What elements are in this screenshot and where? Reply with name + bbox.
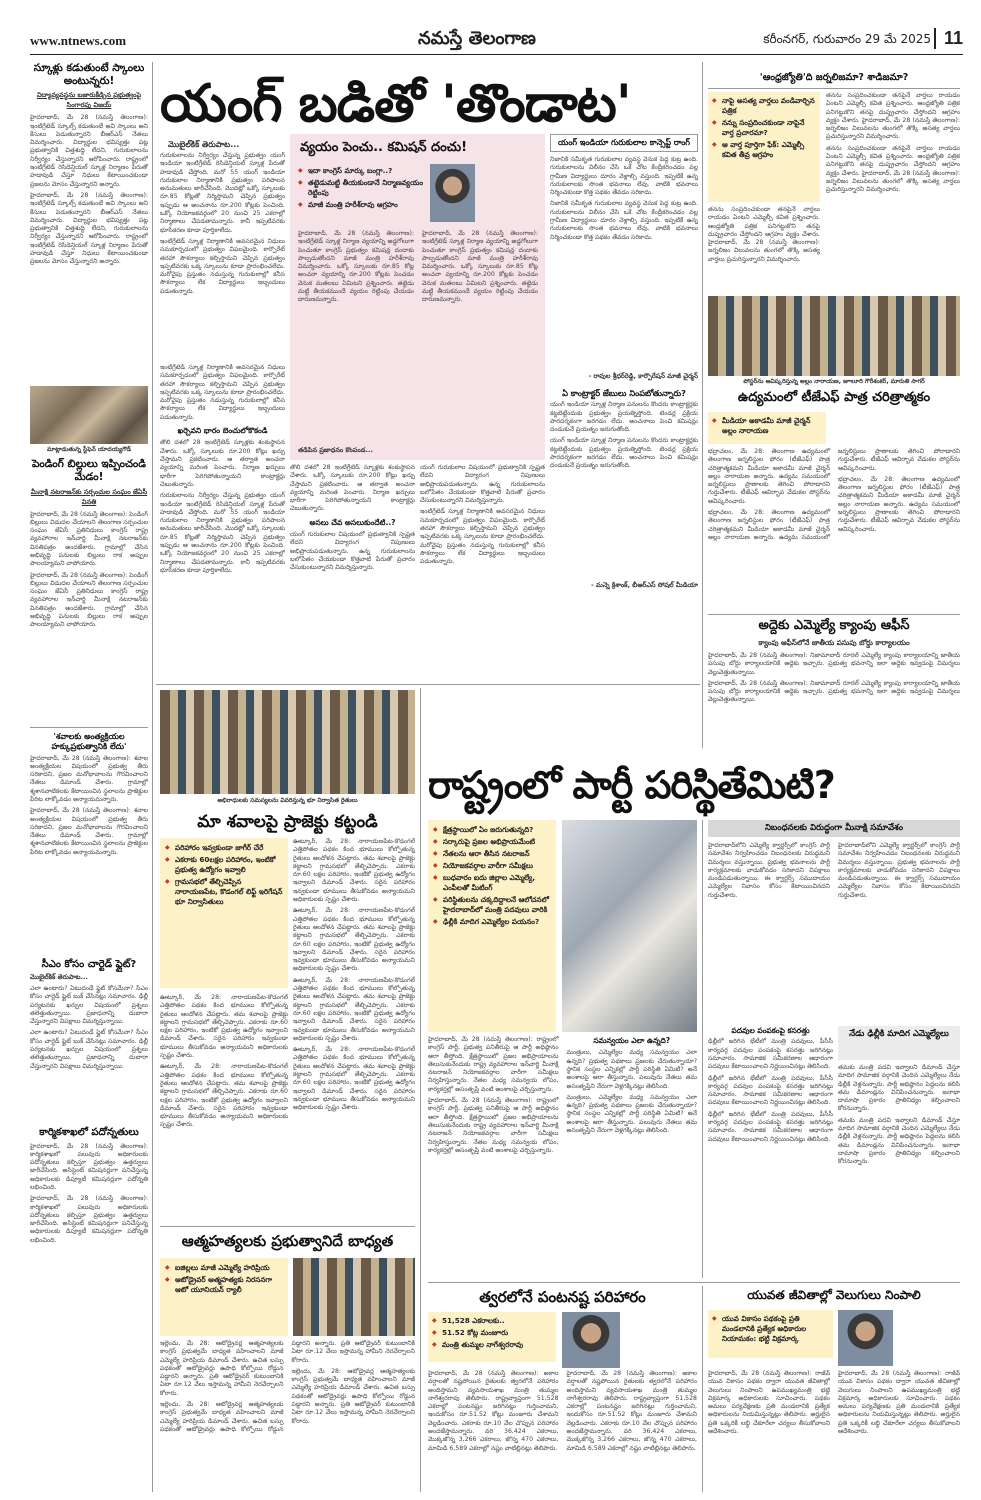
left-body-2-text: హైదరాబాద్, మే 28 (నమస్తే తెలంగాణ): పెండింగ్ బిల్లులు విడుదల చేయాలని తెలంగాణ సర్పంచుల సంఘం జేఏసీ ప్రతినిధులు కాంగ్రెస్ రాష్ట్ర వ్యవహారాల ఇన్‌చార్జి మీనాక్షి నటరాజన్‌కు వినతిపత్రం అందజేశారు. గ్రామాల్లో చేసిన అభివృద్ధి పనులకు బిల్లులు రాక అప్పుల పాలయ్యామని వాపోయారు. [30,510,148,568]
udyamam-body-text-more: భద్రాచలం, మే 28: తెలంగాణ ఉద్యమంలో తెలంగాణ జర్నలిస్టుల ఫోరం (టీజేఎఫ్) పాత్ర చరిత్రాత్మకమని మీడియా అకాడమీ మాజీ చైర్మన్ అల్లం నారాయణ అన్నారు. ఉద్యమ సమయంలో జర్నలిస్టులు ప్రాణాలకు తెగించి పోరాడారని గుర్తుచేశారు. టీజేఎఫ్ ఆవిర్భావ వేడుకల పోస్టర్‌ను ఆవిష్కరించారు. [838,475,960,533]
party-bullet-4: ◆ నియోజకవర్గాల వారీగా సమీక్షలు [433,861,551,871]
madiga-headline: నేడు ఢిల్లీకి మాదిగ ఎమ్మెల్యేలు [849,1029,949,1039]
page-number: 11 [934,28,963,49]
column-rule-mid [702,62,703,748]
left-headline-5: కార్మికశాఖలో పదోన్నతులు [39,1127,139,1138]
lead-col-2-text-cont: తొలి దశలో 28 ఇంటిగ్రేటెడ్ స్కూళ్లకు శంకుస్థాపన చేశారు. ఒక్కో స్కూలుకు రూ.200 కోట్లు ఖర్చు చేస్తామని ప్రకటించారు. ఆ తర్వాత అంచనా వ్యయాన్ని మరింత పెంచారు. నిర్మాణ ఖర్చులు భారీగా పెరిగిపోతున్నాయని కాంట్రాక్టర్లు చెబుతున్నారు. [160,439,285,488]
lead-right-body [550,156,698,372]
left-headline-3: 'శవాలకు అంత్యక్రియల హక్కుప్రభుత్వానికి లేదు' [51,731,127,751]
meenakshi-headline: నిబంధనలకు విరుద్ధంగా మీనాక్షి సమావేశం [764,823,904,833]
suicide-bullets-box [160,1258,288,1336]
meenakshi-body [708,842,960,1020]
lead-col-1-text: గురుకులాలను నిర్వీర్యం చేస్తున్న ప్రభుత్వం యంగ్ ఇండియా ఇంటిగ్రేటెడ్ రెసిడెన్షియల్ స్కూళ్ల పేరుతో హడావుడి చేస్తోంది. మరో 55 యంగ్ ఇండియా గురుకులాల నిర్మాణానికి ప్రభుత్వం పరిపాలన అనుమతులు జారీచేసింది. మొదట్లో ఒక్కో స్కూలుకు రూ.85 కోట్లతో నిర్మిస్తామని చెప్పిన ప్రభుత్వం ఇప్పుడు ఆ అంచనాను రూ.200 కోట్లకు పెంచింది. ఒక్కో నియోజకవర్గంలో 20 నుంచి 25 ఎకరాల్లో నిర్మాణాలు చేపడతామన్నారు. కానీ ఇప్పటివరకు భూసేకరణ కూడా పూర్తికాలేదు. [160,152,285,234]
crop-headline: త్వరలోనే పంటనష్ట పరిహారం [479,1288,646,1306]
party-sub-body-text: మంత్రులు, ఎమ్మెల్యేల మధ్య సమన్వయం ఎలా ఉన్నది? ప్రభుత్వ పథకాలు ప్రజలకు చేరుతున్నాయా? స్థానిక సంస్థల ఎన్నికల్లో పార్టీ పరిస్థితి ఏమిటి? అనే అంశాలపై ఆరా తీస్తున్నారు. పలువురు నేతలు తమ అసంతృప్తిని నేరుగా వెళ్లగక్కినట్లు తెలిసింది. [566,1049,697,1090]
pink-box-body [298,230,538,438]
andhrajyothi-bullets-box [708,92,820,202]
andhrajyothi-headline: 'ఆంధ్రజ్యోతి'ది జర్నలిజమా? శాడిజమా? [708,72,960,89]
lead-right-body-text: నిజానికి సమీకృత గురుకులాల వ్యవస్థ వెనుక పెద్ద కుట్ర ఉంది. గురుకులాలను విలీనం చేసి ఒకే చోట కేంద్రీకరించడం వల్ల గ్రామీణ విద్యార్థులు దూరం వెళ్లాల్సి వస్తుంది. ఇప్పటికే ఉన్న గురుకులాలకు సొంత భవనాలు లేవు. వాటికి భవనాలు నిర్మించకుండా కొత్త పథకం తేవడం సరికాదు. [550,156,698,197]
left-divider-1 [30,727,148,728]
crop-bullets [432,1316,552,1350]
party-body [428,1036,697,1278]
protest-photo-caption: అభిరాధులకు సమస్యలను వివరిస్తున్న భూ నిర్వాసిత రైతులు [217,797,358,804]
left-body-4-text-cont: ఎలా ఉంటారు? ఏటుదండే ఫ్లైట్ కోసమేనా? సీఎం కోసం చార్టెడ్ ఫ్లైట్ బుక్ చేసినట్లు సమాచారం. ఢిల్లీ పర్యటనకు ఖర్చుల విషయంలో ప్రశ్నలు తలెత్తుతున్నాయి. ప్రజాధనాన్ని దుబారా చేస్తున్నారని విపక్షాలు విమర్శిస్తున్నాయి. [30,1029,148,1070]
youth-bullets [712,1314,829,1344]
left-photo-1 [30,386,148,444]
pink-box [290,134,545,460]
lead-col-3 [290,464,415,680]
andhrajyothi-bullet-2: ◆ నన్ను సంప్రదించకుండా నాపైనే వార్త ప్రచారమా? [712,118,816,138]
lead-kicker: మొబైల్‌కిక్ తెరుపాట... [168,140,240,149]
page-fold-divider [156,684,700,685]
left-headline-2: పెండింగ్ బిల్లులు ఇప్పించండి మేడం! [31,458,147,484]
left-body-2 [30,511,148,723]
left-subhead-2: మీనాక్షి నటరాజన్‌కు సర్పంచుల సంఘం జేఏసీ వినతి [30,487,148,506]
site-url[interactable]: www.ntnews.com [30,33,127,48]
lead-right-signature-2: - మన్నె క్రిశాంక్, బీఆర్ఎస్ సోషల్ మీడియా [591,581,698,590]
harish-rao-portrait [430,164,475,222]
left-kicker-4: మొబైల్‌కిక్ తెరుపాట... [30,973,88,981]
lead-col-2-text-more: గురుకులాలను నిర్వీర్యం చేస్తున్న ప్రభుత్వం యంగ్ ఇండియా ఇంటిగ్రేటెడ్ రెసిడెన్షియల్ స్కూళ్ల పేరుతో హడావుడి చేస్తోంది. మరో 55 యంగ్ ఇండియా గురుకులాల నిర్మాణానికి ప్రభుత్వం పరిపాలన అనుమతులు జారీచేసింది. మొదట్లో ఒక్కో స్కూలుకు రూ.85 కోట్లతో నిర్మిస్తామని చెప్పిన ప్రభుత్వం ఇప్పుడు ఆ అంచనాను రూ.200 కోట్లకు పెంచింది. ఒక్కో నియోజకవర్గంలో 20 నుంచి 25 ఎకరాల్లో నిర్మాణాలు చేపడతామన్నారు. కానీ ఇప్పటివరకు భూసేకరణ కూడా పూర్తికాలేదు. [160,492,285,574]
column-rule-youth [702,1286,703,1492]
shavala-bullets [165,843,283,907]
camp-office-body [708,652,960,746]
madiga-body [838,1064,960,1278]
meenakshi-sub-body-text: ఢిల్లీలో జరిగిన భేటీలో మంత్రి పదవులు, పీసీసీ కార్యవర్గ పదవుల పంపకంపై కసరత్తు జరిగినట్లు సమాచారం. సామాజిక సమీకరణాల ఆధారంగా పదవులు కేటాయించాలని నిర్ణయించినట్లు తెలిసింది. [708,1038,833,1071]
andhrajyothi-bullet-1: ◆ నాపై అసత్య వార్తలు వండివార్చిన పత్రిక [712,96,816,116]
left-body-4-text: ఎలా ఉంటారు? ఏటుదండే ఫ్లైట్ కోసమేనా? సీఎం కోసం చార్టెడ్ ఫ్లైట్ బుక్ చేసినట్లు సమాచారం. ఢిల్లీ పర్యటనకు ఖర్చుల విషయంలో ప్రశ్నలు తలెత్తుతున్నాయి. ప్రజాధనాన్ని దుబారా చేస్తున్నారని విపక్షాలు విమర్శిస్తున్నాయి. [30,985,148,1026]
meenakshi-sub-body-text-cont: ఢిల్లీలో జరిగిన భేటీలో మంత్రి పదవులు, పీసీసీ కార్యవర్గ పదవుల పంపకంపై కసరత్తు జరిగినట్లు సమాచారం. సామాజిక సమీకరణాల ఆధారంగా పదవులు కేటాయించాలని నిర్ణయించినట్లు తెలిసింది. [708,1074,833,1107]
masthead-rule [30,54,963,55]
tjf-poster-photo-caption: పోస్టర్‌ను ఆవిష్కరిస్తున్న అల్లం నారాయణ, జూలూరి గౌరీశంకర్, మారుతి సాగర్ [743,378,925,385]
udyamam-bullets-box [708,412,826,444]
lead-right-sub-body-text-cont: యంగ్ ఇండియా స్కూళ్ల నిర్మాణ పనులను కొందరు కాంట్రాక్టర్లకు కట్టబెట్టేందుకు ప్రభుత్వం ప్రయత్నిస్తోంది. టెండర్ల ప్రక్రియ పారదర్శకంగా జరగడం లేదు. అంచనాలు పెంచి కమిషన్లు దండుకునే ప్రయత్నం జరుగుతోంది. [550,437,698,470]
lead-right-column [550,134,698,680]
andhrajyothi-bullets [712,96,816,160]
suicide-body-text-cont: ఇల్లెందు, మే 28: ఆటోడ్రైవర్ల ఆత్మహత్యలకు కాంగ్రెస్ ప్రభుత్వమే బాధ్యత వహించాలని మాజీ ఎమ్మెల్యే హరిప్రియ డిమాండ్ చేశారు. ఉచిత బస్సు పథకంతో ఆటోడ్రైవర్లు ఉపాధి కోల్పోయి రోడ్డున పడ్డారని అన్నారు. ప్రతి ఆటోడ్రైవర్ కుటుంబానికి ఏటా రూ.12 వేలు ఇస్తామన్న హామీని నెరవేర్చాలని కోరారు. [160,1340,415,1433]
right-divider-1 [708,614,960,615]
camp-office-body-text-cont: హైదరాబాద్, మే 28 (నమస్తే తెలంగాణ): నిజామాబాద్ రూరల్ ఎమ్మెల్యే క్యాంపు కార్యాలయాన్ని జాతీయ పసుపు బోర్డు కార్యాలయానికి అద్దెకు ఇచ్చారు. ప్రభుత్వ భవనాన్ని ఇలా అద్దెకు ఇవ్వడంపై విమర్శలు వెల్లువెత్తుతున్నాయి. [708,679,960,704]
party-body-text-cont: హైదరాబాద్, మే 28 (నమస్తే తెలంగాణ): రాష్ట్రంలో కాంగ్రెస్ పార్టీ, ప్రభుత్వ పనితీరుపై ఆ పార్టీ అధిష్ఠానం ఆరా తీస్తోంది. క్షేత్రస్థాయిలో ప్రజల అభిప్రాయాలను తెలుసుకునేందుకు రాష్ట్ర వ్యవహారాల ఇన్‌చార్జి మీనాక్షి నటరాజన్ నియోజకవర్గాల వారీగా సమీక్షలు నిర్వహిస్తున్నారు. నేతల మధ్య సమన్వయ లోపం, కార్యకర్తల్లో అసంతృప్తి వంటి అంశాలపై చర్చిస్తున్నారు. [428,1097,559,1154]
bhatti-portrait [838,1310,893,1366]
camp-office-body-text: హైదరాబాద్, మే 28 (నమస్తే తెలంగాణ): నిజామాబాద్ రూరల్ ఎమ్మెల్యే క్యాంపు కార్యాలయాన్ని జాతీయ పసుపు బోర్డు కార్యాలయానికి అద్దెకు ఇచ్చారు. ప్రభుత్వ భవనాన్ని ఇలా అద్దెకు ఇవ్వడంపై విమర్శలు వెల్లువెత్తుతున్నాయి. [708,652,960,676]
pink-box-signature: తడిపిన ప్రజాధనం కొంపండ... [298,446,373,454]
madiga-body-text-cont: తమకు మంత్రి పదవి ఇవ్వాలని డిమాండ్ చేస్తూ మాదిగ సామాజిక వర్గానికి చెందిన ఎమ్మెల్యేలు నేడు ఢిల్లీకి వెళ్లనున్నారు. పార్టీ అధిష్ఠానం పెద్దలను కలిసి తమ డిమాండ్లను వినిపించనున్నారు. జనాభా దామాషా ప్రకారం ప్రాతినిధ్యం కల్పించాలని కోరనున్నారు. [838,1116,960,1166]
left-body-5 [30,1143,148,1253]
youth-bullets-box [708,1310,833,1358]
shavala-bullet-3: ◆ గ్రామసభలో తేల్చిచెప్పిన నారాయణపేట, కొడంగల్ లిఫ్ట్ ఇరిగేషన్ భూ నిర్వాసితులు [165,877,283,907]
left-body-3 [30,755,148,955]
party-bullet-6: ◆ పరిస్థితులను చక్కదిద్దాలనే ఆలోచనలో హైదరాబాద్‌లో మంత్రి పదవులు వారికి [433,895,551,915]
lead-right-subhead: ఏ కాంట్రాక్టర్ జేబులు నింపబోతున్నారు? [562,388,686,398]
left-subhead-1: విద్యావ్యవస్థను బజారుకీడ్చిన ప్రభుత్వంపై సింగారపు విజయ్ [36,91,142,110]
party-bullet-3: ◆ నేతలను ఆరా తీసిన నటరాజన్ [433,849,551,859]
shavala-bullets-box [160,838,288,988]
party-body-text: హైదరాబాద్, మే 28 (నమస్తే తెలంగాణ): రాష్ట్రంలో కాంగ్రెస్ పార్టీ, ప్రభుత్వ పనితీరుపై ఆ పార్టీ అధిష్ఠానం ఆరా తీస్తోంది. క్షేత్రస్థాయిలో ప్రజల అభిప్రాయాలను తెలుసుకునేందుకు రాష్ట్ర వ్యవహారాల ఇన్‌చార్జి మీనాక్షి నటరాజన్ నియోజకవర్గాల వారీగా సమీక్షలు నిర్వహిస్తున్నారు. నేతల మధ్య సమన్వయ లోపం, కార్యకర్తల్లో అసంతృప్తి వంటి అంశాలపై చర్చిస్తున్నారు. [428,1036,559,1093]
meenakshi-body-text-cont: హైదరాబాద్‌లోని ఎమ్మెల్యే క్వార్టర్స్‌లో కాంగ్రెస్ పార్టీ సమావేశం నిర్వహించడం నిబంధనలకు విరుద్ధమని విమర్శలు వస్తున్నాయి. ప్రభుత్వ భవనాలను పార్టీ కార్యక్రమాలకు వాడుకోవడం సరికాదని విపక్షాలు మండిపడుతున్నాయి. ఈ క్వార్టర్స్ సముదాయం ఎమ్మెల్యేల నివాసం కోసం కేటాయించినదని గుర్తుచేశారు. [838,842,960,899]
crop-bullet-1: ◆ 51,528 ఎకరాలకు.. [432,1316,552,1326]
lead-col-1-text-cont: ఇంటిగ్రేటెడ్ స్కూళ్ల నిర్మాణానికి అవసరమైన నిధులు సమకూర్చడంలో ప్రభుత్వం విఫలమైంది. కార్పొరేట్ తరహా సౌకర్యాలు కల్పిస్తామని చెప్పిన ప్రభుత్వం ఇప్పటివరకు ఒక్క స్కూలును కూడా ప్రారంభించలేదు. మరోవైపు ప్రస్తుతం నడుస్తున్న గురుకులాల్లో కనీస సౌకర్యాలు లేక విద్యార్థులు ఇబ్బందులు పడుతున్నారు. [160,237,285,295]
left-headline-1: స్కూళ్లు కడుతుంటే స్కాంలు అంటున్నరు! [33,62,145,88]
column-rule-left [152,62,153,1492]
andhrajyothi-body-2-text: తనను సంప్రదించకుండా తనపైనే వార్తలు రాయడం ఏంటని ఎమ్మెల్సీ కవిత ప్రశ్నించారు. ఆంధ్రజ్యోతి పత్రిక పనిగట్టుకొని తనపై దుష్ప్రచారం చేస్తోందని ఆగ్రహం వ్యక్తం చేశారు. హైదరాబాద్, మే 28 (నమస్తే తెలంగాణ): జర్నలిజం విలువలను తుంగలో తొక్కి అసత్య వార్తలు ప్రచురిస్తున్నారని విమర్శించారు. [708,206,820,263]
shavala-body-1 [160,994,288,1222]
suicide-bullet-1: ◆ ఐజిల్లలు మాజీ ఎమ్మెల్యే హరిప్రియ [165,1263,283,1273]
shavala-headline: మా శవాలపై ప్రాజెక్టు కట్టండి [197,812,378,832]
lead-banner-headline: యంగ్ బడితో 'తొండాట' [160,74,631,134]
andhrajyothi-body-text-cont: తనను సంప్రదించకుండా తనపైనే వార్తలు రాయడం ఏంటని ఎమ్మెల్సీ కవిత ప్రశ్నించారు. ఆంధ్రజ్యోతి పత్రిక పనిగట్టుకొని తనపై దుష్ప్రచారం చేస్తోందని ఆగ్రహం వ్యక్తం చేశారు. హైదరాబాద్, మే 28 (నమస్తే తెలంగాణ): జర్నలిజం విలువలను తుంగలో తొక్కి అసత్య వార్తలు ప్రచురిస్తున్నారని విమర్శించారు. [826,144,960,194]
meenakshi-subhead: పదవుల పంపకంపై కసరత్తు [731,1026,810,1035]
left-body-1-text: హైదరాబాద్, మే 28 (నమస్తే తెలంగాణ): ఇంటిగ్రేటెడ్ స్కూల్స్ కడుతుంటే అవి స్కాంలు అని కేసులు పెడుతున్నారని బీఆర్ఎస్ నేతలు విమర్శించారు. విద్యార్థుల భవిష్యత్తు పట్ల ప్రభుత్వానికి చిత్తశుద్ధి లేదని, గురుకులాలను నిర్వీర్యం చేస్తున్నారని ఆరోపించారు. రాష్ట్రంలో ఇంటిగ్రేటెడ్ రెసిడెన్షియల్ స్కూళ్ల నిర్మాణం పేరుతో హడావుడి చేస్తూ నిధులు కేటాయించకుండా ప్రజలను మోసం చేస్తున్నారని అన్నారు. [30,114,148,188]
youth-bullet-1: ◆ యువ వికాసం పథకంపై ప్రతి మండలానికి ప్రత్యేక అధికారుల నియామకం: భట్టి విక్రమార్క [712,1314,829,1344]
left-column [30,62,148,1492]
suicide-body-text-more: ఇల్లెందు, మే 28: ఆటోడ్రైవర్ల ఆత్మహత్యలకు కాంగ్రెస్ ప్రభుత్వమే బాధ్యత వహించాలని మాజీ ఎమ్మెల్యే హరిప్రియ డిమాండ్ చేశారు. ఉచిత బస్సు పథకంతో ఆటోడ్రైవర్లు ఉపాధి కోల్పోయి రోడ్డున పడ్డారని అన్నారు. ప్రతి ఆటోడ్రైవర్ కుటుంబానికి ఏటా రూ.12 వేలు ఇస్తామన్న హామీని నెరవేర్చాలని కోరారు. [291,1367,415,1425]
shavala-body-1-text: ఊట్కూర్, మే 28: నారాయణపేట-కొడంగల్ ఎత్తిపోతల పథకం కింద భూములు కోల్పోతున్న రైతులు ఆందోళన చేపట్టారు. తమ శవాలపై ప్రాజెక్టు కట్టాలని గ్రామసభలో తేల్చిచెప్పారు. ఎకరాకు రూ.60 లక్షల పరిహారం, ఇంటికో ప్రభుత్వ ఉద్యోగం ఇవ్వాలని డిమాండ్ చేశారు. సరైన పరిహారం ఇవ్వకుండా భూములు తీసుకోవడం అన్యాయమని అధికారులకు స్పష్టం చేశారు. [160,994,288,1060]
crop-body [428,1370,697,1492]
newspaper-logo: నమస్తే తెలంగాణ [418,28,536,49]
lead-right-body-text-cont: నిజానికి సమీకృత గురుకులాల వ్యవస్థ వెనుక పెద్ద కుట్ర ఉంది. గురుకులాలను విలీనం చేసి ఒకే చోట కేంద్రీకరించడం వల్ల గ్రామీణ విద్యార్థులు దూరం వెళ్లాల్సి వస్తుంది. ఇప్పటికే ఉన్న గురుకులాలకు సొంత భవనాలు లేవు. వాటికి భవనాలు నిర్మించకుండా కొత్త పథకం తేవడం సరికాదు. [550,200,698,241]
building-photo [562,820,697,1032]
masthead [0,0,981,58]
crop-bullet-2: ◆ 51.52 కోట్ల మంజూరు [432,1328,552,1338]
party-bullet-7: ◆ ఢిల్లీకి మాదిగ ఎమ్మెల్యేల పయనం? [433,917,551,927]
shavala-body-2-text-cont: ఊట్కూర్, మే 28: నారాయణపేట-కొడంగల్ ఎత్తిపోతల పథకం కింద భూములు కోల్పోతున్న రైతులు ఆందోళన చేపట్టారు. తమ శవాలపై ప్రాజెక్టు కట్టాలని గ్రామసభలో తేల్చిచెప్పారు. ఎకరాకు రూ.60 లక్షల పరిహారం, ఇంటికో ప్రభుత్వ ఉద్యోగం ఇవ్వాలని డిమాండ్ చేశారు. సరైన పరిహారం ఇవ్వకుండా భూములు తీసుకోవడం అన్యాయమని అధికారులకు స్పష్టం చేశారు. [293,907,415,973]
crop-body-text: హైదరాబాద్, మే 28 (నమస్తే తెలంగాణ): అకాల వర్షాలతో నష్టపోయిన రైతులకు త్వరలోనే పరిహారం అందిస్తామని వ్యవసాయశాఖ మంత్రి తుమ్మల నాగేశ్వరరావు తెలిపారు. రాష్ట్రవ్యాప్తంగా 51,528 ఎకరాల్లో పంటనష్టం జరిగినట్లు గుర్తించామని, ఇందుకోసం రూ.51.52 కోట్లు మంజూరు చేశామని వెల్లడించారు. ఎకరాకు రూ.10 వేల చొప్పున పరిహారం అందజేస్తామన్నారు. వరి 36,424 ఎకరాలు, మొక్కజొన్న 3,266 ఎకరాలు, జొన్న 470 ఎకరాలు, మామిడి 6,589 ఎకరాల్లో నష్టం వాటిల్లినట్లు తెలిపారు. [428,1370,559,1452]
udyamam-body-text-cont: భద్రాచలం, మే 28: తెలంగాణ ఉద్యమంలో తెలంగాణ జర్నలిస్టుల ఫోరం (టీజేఎఫ్) పాత్ర చరిత్రాత్మకమని మీడియా అకాడమీ మాజీ చైర్మన్ అల్లం నారాయణ అన్నారు. ఉద్యమ సమయంలో జర్నలిస్టులు ప్రాణాలకు తెగించి పోరాడారని గుర్తుచేశారు. టీజేఎఫ్ ఆవిర్భావ వేడుకల పోస్టర్‌ను ఆవిష్కరించారు. [708,448,960,541]
andhrajyothi-body-text: తనను సంప్రదించకుండా తనపైనే వార్తలు రాయడం ఏంటని ఎమ్మెల్సీ కవిత ప్రశ్నించారు. ఆంధ్రజ్యోతి పత్రిక పనిగట్టుకొని తనపై దుష్ప్రచారం చేస్తోందని ఆగ్రహం వ్యక్తం చేశారు. హైదరాబాద్, మే 28 (నమస్తే తెలంగాణ): జర్నలిజం విలువలను తుంగలో తొక్కి అసత్య వార్తలు ప్రచురిస్తున్నారని విమర్శించారు. [826,92,960,141]
camp-office-headline: అద్దెకు ఎమ్మెల్యే క్యాంపు ఆఫీస్ [758,618,910,633]
madiga-box [838,1026,960,1060]
udyamam-bullets [712,416,822,436]
andhrajyothi-body-2 [708,206,820,294]
shavala-divider [160,1226,415,1227]
tjf-poster-photo [708,296,960,376]
party-bullets [433,825,551,927]
udyamam-body [708,448,960,610]
lead-col-4 [420,464,545,680]
shavala-bullet-1: ◆ పరిహారం ఇవ్వకుండా జాగీర్ చేరే [165,843,283,853]
shavala-body-2 [293,838,415,1222]
udyamam-body-text: భద్రాచలం, మే 28: తెలంగాణ ఉద్యమంలో తెలంగాణ జర్నలిస్టుల ఫోరం (టీజేఎఫ్) పాత్ర చరిత్రాత్మకమని మీడియా అకాడమీ మాజీ చైర్మన్ అల్లం నారాయణ అన్నారు. ఉద్యమ సమయంలో జర్నలిస్టులు ప్రాణాలకు తెగించి పోరాడారని గుర్తుచేశారు. టీజేఎఫ్ ఆవిర్భావ వేడుకల పోస్టర్‌ను ఆవిష్కరించారు. [708,448,830,505]
lead-right-sub-body [550,401,698,581]
dateline: కరీంనగర్, గురువారం 29 మే 2025 [763,32,931,46]
youth-headline: యువత జీవితాల్లో వెలుగులు నింపాలి [747,1288,921,1302]
lead-col-2-text: ఇంటిగ్రేటెడ్ స్కూళ్ల నిర్మాణానికి అవసరమైన నిధులు సమకూర్చడంలో ప్రభుత్వం విఫలమైంది. కార్పొరేట్ తరహా సౌకర్యాలు కల్పిస్తామని చెప్పిన ప్రభుత్వం ఇప్పటివరకు ఒక్క స్కూలును కూడా ప్రారంభించలేదు. మరోవైపు ప్రస్తుతం నడుస్తున్న గురుకులాల్లో కనీస సౌకర్యాలు లేక విద్యార్థులు ఇబ్బందులు పడుతున్నారు. [160,364,285,421]
tummala-portrait [562,1312,620,1368]
shavala-body-1-text-cont: ఊట్కూర్, మే 28: నారాయణపేట-కొడంగల్ ఎత్తిపోతల పథకం కింద భూములు కోల్పోతున్న రైతులు ఆందోళన చేపట్టారు. తమ శవాలపై ప్రాజెక్టు కట్టాలని గ్రామసభలో తేల్చిచెప్పారు. ఎకరాకు రూ.60 లక్షల పరిహారం, ఇంటికో ప్రభుత్వ ఉద్యోగం ఇవ్వాలని డిమాండ్ చేశారు. సరైన పరిహారం ఇవ్వకుండా భూములు తీసుకోవడం అన్యాయమని అధికారులకు స్పష్టం చేశారు. [160,1063,288,1129]
shavala-bullet-2: ◆ ఎకరాకు 60లక్షల పరిహారం, ఇంటికో ప్రభుత్వ ఉద్యోగం ఇవ్వాలి [165,855,283,875]
camp-office-subhead: క్యాంపు ఆఫీస్‌లోనే జాతీయ పసుపు బోర్డు కార్యాలయం [758,638,910,647]
party-sub-body-text-cont: మంత్రులు, ఎమ్మెల్యేల మధ్య సమన్వయం ఎలా ఉన్నది? ప్రభుత్వ పథకాలు ప్రజలకు చేరుతున్నాయా? స్థానిక సంస్థల ఎన్నికల్లో పార్టీ పరిస్థితి ఏమిటి? అనే అంశాలపై ఆరా తీస్తున్నారు. పలువురు నేతలు తమ అసంతృప్తిని నేరుగా వెళ్లగక్కినట్లు తెలిసింది. [566,1093,697,1135]
youth-body-text-cont: హైదరాబాద్, మే 28 (నమస్తే తెలంగాణ): రాజీవ్ యువ వికాసం పథకం ద్వారా యువత జీవితాల్లో వెలుగులు నింపాలని ఉపముఖ్యమంత్రి భట్టి విక్రమార్క అధికారులకు సూచించారు. పథకం అమలు పర్యవేక్షణకు ప్రతి మండలానికి ప్రత్యేక అధికారులను నియమిస్తున్నట్లు తెలిపారు. అర్హులైన ప్రతి ఒక్కరికీ లబ్ధి చేకూరేలా చర్యలు తీసుకోవాలని ఆదేశించారు. [838,1370,960,1436]
pink-box-bullet-1: ◆ ఇదా కాంగ్రెస్ మార్కు బంగ్లా..? [298,166,423,176]
suicide-bullet-2: ◆ ఆటోడ్రైవర్ ఆత్మహత్యకు నిరసనగా ఆటో యూనియన్ ర్యాలీ [165,1275,283,1295]
left-body-1 [30,114,148,382]
suicide-body [160,1340,415,1492]
party-bullet-2: ◆ సర్కారుపై ప్రజల అభిప్రాయమేంటి [433,837,551,847]
shavala-body-2-text-end: ఊట్కూర్, మే 28: నారాయణపేట-కొడంగల్ ఎత్తిపోతల పథకం కింద భూములు కోల్పోతున్న రైతులు ఆందోళన చేపట్టారు. తమ శవాలపై ప్రాజెక్టు కట్టాలని గ్రామసభలో తేల్చిచెప్పారు. ఎకరాకు రూ.60 లక్షల పరిహారం, ఇంటికో ప్రభుత్వ ఉద్యోగం ఇవ్వాలని డిమాండ్ చేశారు. సరైన పరిహారం ఇవ్వకుండా భూములు తీసుకోవడం అన్యాయమని అధికారులకు స్పష్టం చేశారు. [293,1046,415,1112]
party-bullet-1: ◆ క్షేత్రస్థాయిలో ఏం జరుగుతున్నది? [433,825,551,835]
lead-col-3-text-cont: యంగ్ గురుకులాల విషయంలో ప్రభుత్వానికి స్పష్టత లేదని విద్యారంగ నిపుణులు అభిప్రాయపడుతున్నారు. ఉన్న గురుకులాలను బలోపేతం చేయకుండా కొత్తవాటి పేరుతో ప్రచారం చేసుకుంటున్నారని విమర్శిస్తున్నారు. [290,531,415,572]
andhrajyothi-body [826,92,960,294]
meenakshi-body-text: హైదరాబాద్‌లోని ఎమ్మెల్యే క్వార్టర్స్‌లో కాంగ్రెస్ పార్టీ సమావేశం నిర్వహించడం నిబంధనలకు విరుద్ధమని విమర్శలు వస్తున్నాయి. ప్రభుత్వ భవనాలను పార్టీ కార్యక్రమాలకు వాడుకోవడం సరికాదని విపక్షాలు మండిపడుతున్నాయి. ఈ క్వార్టర్స్ సముదాయం ఎమ్మెల్యేల నివాసం కోసం కేటాయించినదని గుర్తుచేశారు. [708,842,830,899]
lead-col-3-text: తొలి దశలో 28 ఇంటిగ్రేటెడ్ స్కూళ్లకు శంకుస్థాపన చేశారు. ఒక్కో స్కూలుకు రూ.200 కోట్లు ఖర్చు చేస్తామని ప్రకటించారు. ఆ తర్వాత అంచనా వ్యయాన్ని మరింత పెంచారు. నిర్మాణ ఖర్చులు భారీగా పెరిగిపోతున్నాయని కాంట్రాక్టర్లు చెబుతున్నారు. [290,464,415,513]
party-bullets-box [428,820,556,1032]
column-rule-right-lower [702,820,703,1278]
lead-right-signature-1: - రావుల శ్రీధర్‌రెడ్డి, కార్పొరేషన్ మాజీ చైర్మన్ [588,372,698,380]
left-body-1-text-cont: హైదరాబాద్, మే 28 (నమస్తే తెలంగాణ): ఇంటిగ్రేటెడ్ స్కూల్స్ కడుతుంటే అవి స్కాంలు అని కేసులు పెడుతున్నారని బీఆర్ఎస్ నేతలు విమర్శించారు. విద్యార్థుల భవిష్యత్తు పట్ల ప్రభుత్వానికి చిత్తశుద్ధి లేదని, గురుకులాలను నిర్వీర్యం చేస్తున్నారని ఆరోపించారు. రాష్ట్రంలో ఇంటిగ్రేటెడ్ రెసిడెన్షియల్ స్కూళ్ల నిర్మాణం పేరుతో హడావుడి చేస్తూ నిధులు కేటాయించకుండా ప్రజలను మోసం చేస్తున్నారని అన్నారు. [30,191,148,266]
suicide-bullets [165,1263,283,1295]
left-body-5-text: హైదరాబాద్, మే 28 (నమస్తే తెలంగాణ): కార్మికశాఖలో పలువురు అధికారులకు పదోన్నతులు కల్పిస్తూ ప్రభుత్వం ఉత్తర్వులు జారీచేసింది. అసిస్టెంట్ కమిషనర్లుగా పనిచేస్తున్న అధికారులకు డిప్యూటీ కమిషనర్లుగా పదోన్నతి లభించింది. [30,1142,148,1191]
left-photo-1-caption: మాట్లాడుతున్న స్టీఫెన్ యాదయ్యగౌడ్ [46,446,132,454]
youth-body [708,1370,960,1492]
pink-box-bullet-2: ◆ తట్టెడుమట్టి తీయకుండానే నిర్మాణవ్యయం రెట్టింపు [298,178,423,198]
lead-subhead-1: ఖర్చెవని భారం బెంచులోకొకండి [177,426,268,436]
left-headline-4: సీఎం కోసం చార్టెడ్ ఫ్లైట్? [41,958,137,970]
suicide-headline: ఆత్మహత్యలకు ప్రభుత్వానిదే బాధ్యత [181,1232,394,1250]
meenakshi-sub-body-text-more: ఢిల్లీలో జరిగిన భేటీలో మంత్రి పదవులు, పీసీసీ కార్యవర్గ పదవుల పంపకంపై కసరత్తు జరిగినట్లు సమాచారం. సామాజిక సమీకరణాల ఆధారంగా పదవులు కేటాయించాలని నిర్ణయించినట్లు తెలిసింది. [708,1110,833,1143]
lead-right-box-title: యంగ్ ఇండియా గురుకులాల కాన్సెప్ట్ రాంగ్ [550,134,698,152]
pink-box-title: వ్యయం పెంచు.. కమిషన్ దంచు! [300,140,468,155]
crop-bullet-3: ◆ మంత్రి తుమ్మల నాగేశ్వరరావు [432,1340,552,1350]
pink-box-body-text-cont: హైదరాబాద్, మే 28 (నమస్తే తెలంగాణ): ఇంటిగ్రేటెడ్ స్కూళ్ల నిర్మాణ వ్యయాన్ని అడ్డగోలుగా పెంచుతూ కాంగ్రెస్ ప్రభుత్వం కమిషన్ల దందాకు పాల్పడుతోందని మాజీ మంత్రి హరీశ్‌రావు విమర్శించారు. ఒక్కో స్కూలుకు రూ.85 కోట్ల అంచనా వ్యయాన్ని రూ.200 కోట్లకు పెంచడం వెనుక మతలబు ఏమిటని ప్రశ్నించారు. తట్టెడు మట్టి తీయకముందే వ్యయం రెట్టింపు చేయడం దారుణమన్నారు. [422,230,538,304]
crop-bullets-box [428,1312,556,1362]
left-body-3-text: హైదరాబాద్, మే 28 (నమస్తే తెలంగాణ): శవాల అంత్యక్రియల విషయంలో ప్రభుత్వ తీరు సరికాదని, ప్రజల మనోభావాలను గౌరవించాలని నేతలు డిమాండ్ చేశారు. గ్రామాల్లో శ్మశానవాటికలకు కేటాయించిన స్థలాలను ప్రాజెక్టుల పేరిట లాక్కోవడం అన్యాయమన్నారు. [30,754,148,803]
crop-body-text-cont: హైదరాబాద్, మే 28 (నమస్తే తెలంగాణ): అకాల వర్షాలతో నష్టపోయిన రైతులకు త్వరలోనే పరిహారం అందిస్తామని వ్యవసాయశాఖ మంత్రి తుమ్మల నాగేశ్వరరావు తెలిపారు. రాష్ట్రవ్యాప్తంగా 51,528 ఎకరాల్లో పంటనష్టం జరిగినట్లు గుర్తించామని, ఇందుకోసం రూ.51.52 కోట్లు మంజూరు చేశామని వెల్లడించారు. ఎకరాకు రూ.10 వేల చొప్పున పరిహారం అందజేస్తామన్నారు. వరి 36,424 ఎకరాలు, మొక్కజొన్న 3,266 ఎకరాలు, జొన్న 470 ఎకరాలు, మామిడి 6,589 ఎకరాల్లో నష్టం వాటిల్లినట్లు తెలిపారు. [566,1370,697,1452]
suicide-body-text: ఇల్లెందు, మే 28: ఆటోడ్రైవర్ల ఆత్మహత్యలకు కాంగ్రెస్ ప్రభుత్వమే బాధ్యత వహించాలని మాజీ ఎమ్మెల్యే హరిప్రియ డిమాండ్ చేశారు. ఉచిత బస్సు పథకంతో ఆటోడ్రైవర్లు ఉపాధి కోల్పోయి రోడ్డున పడ్డారని అన్నారు. ప్రతి ఆటోడ్రైవర్ కుటుంబానికి ఏటా రూ.12 వేలు ఇస్తామన్న హామీని నెరవేర్చాలని కోరారు. [160,1340,284,1397]
left-body-4 [30,985,148,1123]
crop-divider [428,1282,960,1283]
meenakshi-headline-box [708,820,960,837]
party-banner-headline: రాష్ట్రంలో పార్టీ పరిస్థితేమిటి? [428,763,835,807]
left-body-5-text-cont: హైదరాబాద్, మే 28 (నమస్తే తెలంగాణ): కార్మికశాఖలో పలువురు అధికారులకు పదోన్నతులు కల్పిస్తూ ప్రభుత్వం ఉత్తర్వులు జారీచేసింది. అసిస్టెంట్ కమిషనర్లుగా పనిచేస్తున్న అధికారులకు డిప్యూటీ కమిషనర్లుగా పదోన్నతి లభించింది. [30,1195,148,1244]
auto-rally-photo [293,1258,415,1336]
column-rule-lower [420,688,421,1492]
protest-photo [160,690,415,794]
lead-right-sub-body-text: యంగ్ ఇండియా స్కూళ్ల నిర్మాణ పనులను కొందరు కాంట్రాక్టర్లకు కట్టబెట్టేందుకు ప్రభుత్వం ప్రయత్నిస్తోంది. టెండర్ల ప్రక్రియ పారదర్శకంగా జరగడం లేదు. అంచనాలు పెంచి కమిషన్లు దండుకునే ప్రయత్నం జరుగుతోంది. [550,401,698,434]
pink-box-body-text: హైదరాబాద్, మే 28 (నమస్తే తెలంగాణ): ఇంటిగ్రేటెడ్ స్కూళ్ల నిర్మాణ వ్యయాన్ని అడ్డగోలుగా పెంచుతూ కాంగ్రెస్ ప్రభుత్వం కమిషన్ల దందాకు పాల్పడుతోందని మాజీ మంత్రి హరీశ్‌రావు విమర్శించారు. ఒక్కో స్కూలుకు రూ.85 కోట్ల అంచనా వ్యయాన్ని రూ.200 కోట్లకు పెంచడం వెనుక మతలబు ఏమిటని ప్రశ్నించారు. తట్టెడు మట్టి తీయకముందే వ్యయం రెట్టింపు చేయడం దారుణమన్నారు. [298,230,414,304]
pink-box-bullets [298,166,423,212]
lead-col-1 [160,152,285,360]
andhrajyothi-bullet-3: ◆ ఆ వార్త పూర్తిగా ఫేక్: ఎమ్మెల్సీ కవిత తీవ్ర ఆగ్రహం [712,140,816,160]
lead-col-4-text: యంగ్ గురుకులాల విషయంలో ప్రభుత్వానికి స్పష్టత లేదని విద్యారంగ నిపుణులు అభిప్రాయపడుతున్నారు. ఉన్న గురుకులాలను బలోపేతం చేయకుండా కొత్తవాటి పేరుతో ప్రచారం చేసుకుంటున్నారని విమర్శిస్తున్నారు. [420,464,545,505]
lead-col-4-text-cont: ఇంటిగ్రేటెడ్ స్కూళ్ల నిర్మాణానికి అవసరమైన నిధులు సమకూర్చడంలో ప్రభుత్వం విఫలమైంది. కార్పొరేట్ తరహా సౌకర్యాలు కల్పిస్తామని చెప్పిన ప్రభుత్వం ఇప్పటివరకు ఒక్క స్కూలును కూడా ప్రారంభించలేదు. మరోవైపు ప్రస్తుతం నడుస్తున్న గురుకులాల్లో కనీస సౌకర్యాలు లేక విద్యార్థులు ఇబ్బందులు పడుతున్నారు. [420,508,545,566]
lead-col-2 [160,364,285,680]
party-subhead: సమన్వయం ఎలా ఉన్నది? [593,1036,671,1045]
youth-body-text: హైదరాబాద్, మే 28 (నమస్తే తెలంగాణ): రాజీవ్ యువ వికాసం పథకం ద్వారా యువత జీవితాల్లో వెలుగులు నింపాలని ఉపముఖ్యమంత్రి భట్టి విక్రమార్క అధికారులకు సూచించారు. పథకం అమలు పర్యవేక్షణకు ప్రతి మండలానికి ప్రత్యేక అధికారులను నియమిస్తున్నట్లు తెలిపారు. అర్హులైన ప్రతి ఒక్కరికీ లబ్ధి చేకూరేలా చర్యలు తీసుకోవాలని ఆదేశించారు. [708,1370,830,1436]
madiga-body-text: తమకు మంత్రి పదవి ఇవ్వాలని డిమాండ్ చేస్తూ మాదిగ సామాజిక వర్గానికి చెందిన ఎమ్మెల్యేలు నేడు ఢిల్లీకి వెళ్లనున్నారు. పార్టీ అధిష్ఠానం పెద్దలను కలిసి తమ డిమాండ్లను వినిపించనున్నారు. జనాభా దామాషా ప్రకారం ప్రాతినిధ్యం కల్పించాలని కోరనున్నారు. [838,1064,960,1113]
shavala-body-2-text: ఊట్కూర్, మే 28: నారాయణపేట-కొడంగల్ ఎత్తిపోతల పథకం కింద భూములు కోల్పోతున్న రైతులు ఆందోళన చేపట్టారు. తమ శవాలపై ప్రాజెక్టు కట్టాలని గ్రామసభలో తేల్చిచెప్పారు. ఎకరాకు రూ.60 లక్షల పరిహారం, ఇంటికో ప్రభుత్వ ఉద్యోగం ఇవ్వాలని డిమాండ్ చేశారు. సరైన పరిహారం ఇవ్వకుండా భూములు తీసుకోవడం అన్యాయమని అధికారులకు స్పష్టం చేశారు. [293,838,415,904]
party-bullet-5: ◆ బుధవారం ఐదు జిల్లాల ఎమ్మెల్యే, ఎంపీలతో మీటింగ్ [433,873,551,893]
udyamam-headline: ఉద్యమంలో టీజేఎఫ్ పాత్ర చరిత్రాత్మకం [737,390,931,405]
left-body-2-text-cont: హైదరాబాద్, మే 28 (నమస్తే తెలంగాణ): పెండింగ్ బిల్లులు విడుదల చేయాలని తెలంగాణ సర్పంచుల సంఘం జేఏసీ ప్రతినిధులు కాంగ్రెస్ రాష్ట్ర వ్యవహారాల ఇన్‌చార్జి మీనాక్షి నటరాజన్‌కు వినతిపత్రం అందజేశారు. గ్రామాల్లో చేసిన అభివృద్ధి పనులకు బిల్లులు రాక అప్పుల పాలయ్యామని వాపోయారు. [30,571,148,629]
shavala-body-2-text-more: ఊట్కూర్, మే 28: నారాయణపేట-కొడంగల్ ఎత్తిపోతల పథకం కింద భూములు కోల్పోతున్న రైతులు ఆందోళన చేపట్టారు. తమ శవాలపై ప్రాజెక్టు కట్టాలని గ్రామసభలో తేల్చిచెప్పారు. ఎకరాకు రూ.60 లక్షల పరిహారం, ఇంటికో ప్రభుత్వ ఉద్యోగం ఇవ్వాలని డిమాండ్ చేశారు. సరైన పరిహారం ఇవ్వకుండా భూములు తీసుకోవడం అన్యాయమని అధికారులకు స్పష్టం చేశారు. [293,976,415,1042]
meenakshi-sub-col [708,1026,833,1278]
udyamam-bullet-1: ◆ మీడియా అకాడమీ మాజీ చైర్మన్ అల్లం నారాయణ [712,416,822,436]
lead-subhead-2: అసలు చేవ అసలుకుందేటి..? [309,517,396,527]
left-body-3-text-cont: హైదరాబాద్, మే 28 (నమస్తే తెలంగాణ): శవాల అంత్యక్రియల విషయంలో ప్రభుత్వ తీరు సరికాదని, ప్రజల మనోభావాలను గౌరవించాలని నేతలు డిమాండ్ చేశారు. గ్రామాల్లో శ్మశానవాటికలకు కేటాయించిన స్థలాలను ప్రాజెక్టుల పేరిట లాక్కోవడం అన్యాయమన్నారు. [30,807,148,856]
pink-box-bullet-3: ◆ మాజీ మంత్రి హరీశ్‌రావు ఆగ్రహం [298,200,423,210]
